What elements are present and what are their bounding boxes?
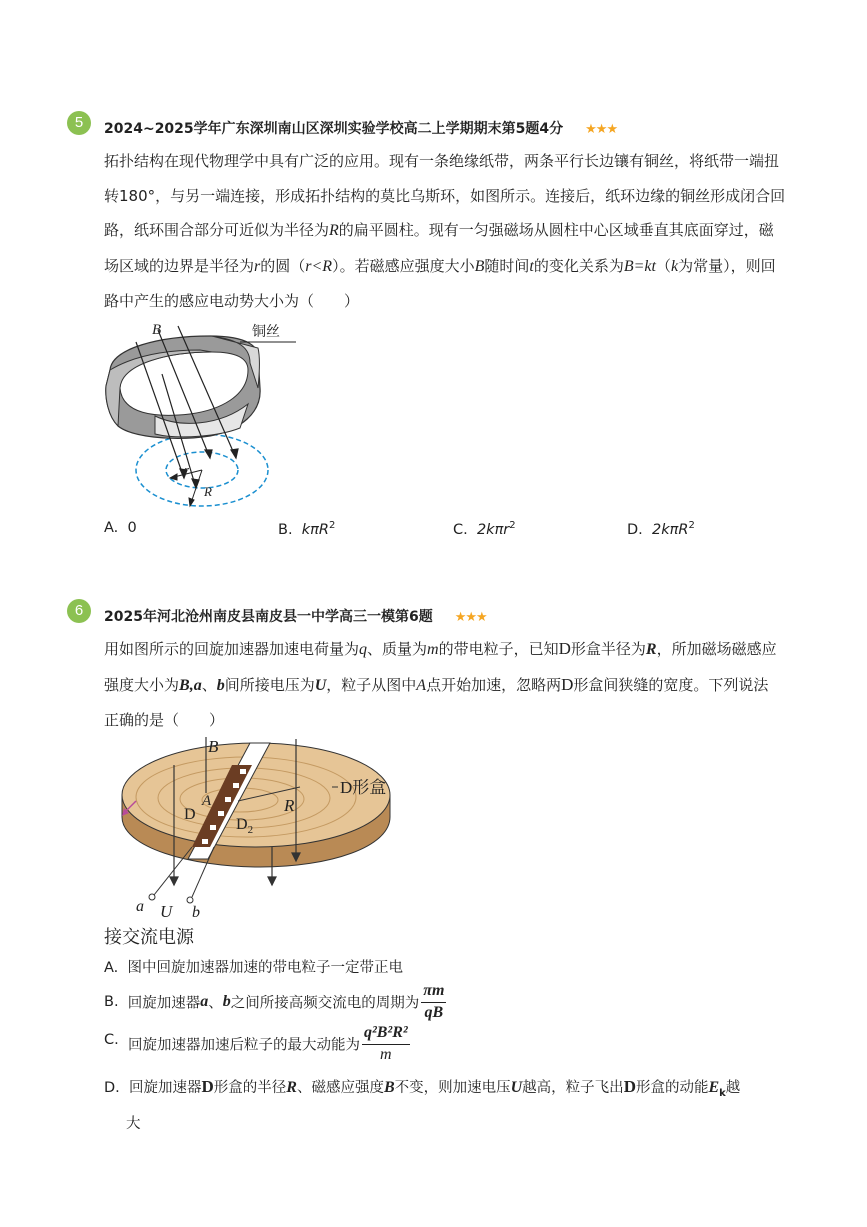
D-letter: D bbox=[201, 1077, 214, 1096]
label-a: a bbox=[136, 898, 144, 915]
stem-text: 随时间 bbox=[484, 256, 530, 275]
fraction-numerator: πm bbox=[421, 982, 446, 1003]
var-R: R bbox=[329, 222, 339, 239]
var-B: B bbox=[383, 1079, 395, 1096]
stem-text: 形盒半径为 bbox=[570, 640, 646, 658]
option-letter: C. bbox=[453, 521, 468, 538]
stem-text: 、质量为 bbox=[367, 640, 428, 658]
var-q: q bbox=[359, 641, 368, 658]
option-b[interactable] bbox=[278, 520, 335, 538]
D-letter: D bbox=[623, 1077, 636, 1096]
var-a: a bbox=[200, 993, 209, 1010]
mobius-strip-figure bbox=[100, 318, 310, 513]
fraction bbox=[362, 1024, 410, 1064]
stem-text: 正确的是（ ） bbox=[104, 711, 225, 729]
label-U: U bbox=[160, 902, 173, 921]
stem-text: 间所接电压为 bbox=[224, 675, 315, 694]
source-title-text: 2024~2025学年广东深圳南山区深圳实验学校高二上学期期末第5题4分 bbox=[104, 121, 564, 137]
option-text: 图中回旋加速器加速的带电粒子一定带正电 bbox=[127, 960, 403, 976]
stem-text: 、 bbox=[201, 675, 217, 694]
option-text: 形盒的动能 bbox=[635, 1080, 709, 1096]
fraction-numerator: q²B²R² bbox=[362, 1024, 410, 1045]
var-a: a bbox=[193, 676, 202, 694]
var-r: r bbox=[254, 257, 261, 275]
label-copper-wire: 铜丝 bbox=[252, 324, 280, 340]
option-letter: B. bbox=[104, 994, 119, 1010]
option-d-continuation: 大 bbox=[126, 1116, 141, 1132]
option-letter: D. bbox=[627, 521, 643, 538]
stem-line bbox=[104, 179, 804, 214]
stem-text: 的圆（ bbox=[260, 256, 306, 275]
question-number-badge: 5 bbox=[67, 111, 91, 135]
cyclotron-figure bbox=[100, 735, 410, 947]
var-b: b bbox=[222, 993, 231, 1010]
var-B: B bbox=[474, 257, 485, 275]
option-text: 2kπR bbox=[652, 521, 689, 538]
option-sup: 2 bbox=[509, 520, 516, 531]
stem-text: 强度大小为 bbox=[104, 675, 180, 694]
option-d[interactable] bbox=[627, 520, 695, 538]
option-text: 回旋加速器 bbox=[127, 995, 201, 1012]
option-sup: 2 bbox=[328, 520, 336, 531]
stem-text: 点开始加速，忽略两 bbox=[426, 675, 562, 694]
label-R: R bbox=[204, 484, 212, 499]
label-D1: D bbox=[184, 806, 196, 823]
option-sup: 2 bbox=[688, 520, 695, 531]
comma: , bbox=[189, 676, 194, 694]
fraction bbox=[421, 982, 446, 1022]
stem-text: 拓扑结构在现代物理学中具有广泛的应用。现有一条绝缘纸带，两条平行长边镶有铜丝，将纸带一端扭 bbox=[104, 152, 780, 170]
label-D2-sub: 2 bbox=[247, 824, 254, 836]
var-R: R bbox=[645, 641, 657, 658]
label-ac-source: 接交流电源 bbox=[104, 927, 194, 947]
stem-line bbox=[104, 632, 804, 668]
option-text: 越 bbox=[725, 1080, 741, 1096]
label-A: A bbox=[202, 793, 212, 809]
label-R: R bbox=[284, 796, 295, 815]
stem-text: 路，纸环围合部分可近似为半径为 bbox=[104, 221, 330, 239]
question-stem bbox=[104, 632, 804, 738]
stem-text: 路中产生的感应电动势大小为（ ） bbox=[104, 292, 360, 310]
var-A: A bbox=[416, 676, 427, 694]
label-D2-letter: D bbox=[236, 816, 248, 833]
option-text: 回旋加速器加速后粒子的最大动能为 bbox=[127, 1037, 360, 1054]
stem-text: 用如图所示的回旋加速器加速电荷量为 bbox=[104, 640, 360, 658]
var-U: U bbox=[510, 1079, 523, 1096]
var-B: B bbox=[179, 676, 190, 694]
stem-text: ，粒子从图中 bbox=[326, 675, 417, 694]
var-b: b bbox=[216, 676, 225, 694]
option-letter: D. bbox=[104, 1080, 120, 1096]
question-source-title bbox=[104, 118, 617, 138]
option-text: 不变，则加速电压 bbox=[394, 1080, 511, 1096]
stem-text: 为常量），则回 bbox=[678, 256, 776, 275]
label-D-box: D形盒 bbox=[340, 778, 387, 797]
stem-text: ，所加磁场磁感应 bbox=[656, 640, 777, 658]
question-number-badge: 6 bbox=[67, 599, 91, 623]
var-k: k bbox=[670, 257, 679, 275]
stem-line bbox=[104, 213, 804, 249]
option-text: 2kπr bbox=[476, 521, 510, 538]
var-E: E bbox=[708, 1079, 720, 1096]
option-letter: A. bbox=[104, 960, 119, 976]
option-letter: B. bbox=[278, 521, 293, 538]
stem-line bbox=[104, 668, 804, 704]
var-t: t bbox=[529, 257, 534, 275]
stem-line bbox=[104, 144, 804, 179]
option-c[interactable] bbox=[104, 1024, 410, 1064]
label-B: B bbox=[152, 322, 162, 338]
label-r: r bbox=[184, 462, 190, 477]
option-text: 0 bbox=[127, 520, 137, 536]
option-a[interactable] bbox=[104, 520, 137, 536]
stem-text: 的带电粒子，已知 bbox=[438, 640, 559, 658]
condition: r<R bbox=[305, 257, 333, 275]
stem-text: （ bbox=[655, 256, 671, 275]
fraction-denominator: m bbox=[380, 1046, 392, 1063]
var-U: U bbox=[314, 676, 327, 694]
option-b[interactable] bbox=[104, 982, 446, 1022]
D-letter: D bbox=[558, 639, 571, 658]
label-b: b bbox=[192, 904, 200, 921]
option-letter: A. bbox=[104, 520, 119, 536]
equation: B=kt bbox=[623, 257, 656, 275]
stem-line bbox=[104, 703, 804, 738]
var-R: R bbox=[286, 1079, 297, 1096]
var-m: m bbox=[427, 641, 439, 658]
difficulty-stars: ★★★ bbox=[585, 122, 618, 137]
question-source-title bbox=[104, 606, 487, 626]
option-a[interactable] bbox=[104, 956, 403, 977]
stem-text: 转180°，与另一端连接，形成拓扑结构的莫比乌斯环，如图所示。连接后，纸环边缘的铜丝形成闭合回 bbox=[104, 186, 786, 205]
option-text: 越高，粒子飞出 bbox=[522, 1080, 624, 1096]
option-text: kπR bbox=[301, 521, 329, 538]
stem-text: 的扁平圆柱。现有一匀强磁场从圆柱中心区域垂直其底面穿过，磁 bbox=[338, 221, 774, 239]
label-B: B bbox=[208, 737, 219, 756]
stem-line bbox=[104, 249, 804, 285]
option-d[interactable] bbox=[104, 1076, 740, 1099]
option-text: 、 bbox=[208, 995, 223, 1012]
stem-text: 的变化关系为 bbox=[533, 256, 624, 275]
D-letter: D bbox=[561, 674, 574, 694]
option-text: 、磁感应强度 bbox=[296, 1080, 384, 1096]
difficulty-stars: ★★★ bbox=[454, 610, 487, 625]
stem-text: ）。若磁感应强度大小 bbox=[332, 256, 475, 275]
fraction-denominator: qB bbox=[424, 1004, 444, 1021]
option-text: 形盒的半径 bbox=[213, 1080, 287, 1096]
source-title-text: 2025年河北沧州南皮县南皮县一中学高三一模第6题 bbox=[104, 609, 433, 625]
stem-text: 形盒间狭缝的宽度。下列说法 bbox=[573, 675, 769, 694]
option-text: 回旋加速器 bbox=[129, 1080, 202, 1096]
option-letter: C. bbox=[104, 1032, 119, 1048]
option-text: 之间所接高频交流电的周期为 bbox=[230, 995, 420, 1012]
stem-line bbox=[104, 284, 804, 319]
stem-text: 场区域的边界是半径为 bbox=[104, 256, 255, 275]
question-stem bbox=[104, 144, 804, 319]
option-c[interactable] bbox=[453, 520, 516, 538]
var-E-sub: k bbox=[719, 1087, 726, 1099]
